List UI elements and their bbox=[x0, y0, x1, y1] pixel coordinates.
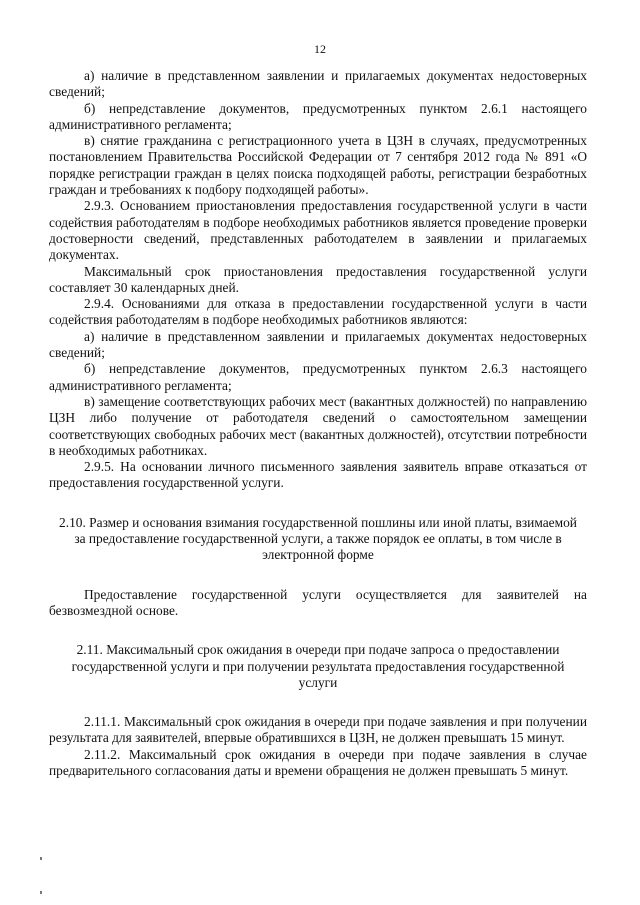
section-heading-2-10: 2.10. Размер и основания взимания государственной пошлины или иной платы, взимаемой за предоставление государственной услуги, а также порядок ее оплаты, в том числе в электронной форме bbox=[59, 514, 577, 563]
paragraph-2-9-2-c: в) снятие гражданина с регистрационного учета в ЦЗН в случаях, предусмотренных постановлением Правительства Российской Федерации от 7 сентября 2012 года № 891 «О порядке регистрации граждан в целях поиска подходящей работы, регистрации безработных граждан и требованиях к подбору подходящей работы». bbox=[49, 133, 587, 198]
scan-artifact bbox=[40, 857, 42, 860]
page-number: 12 bbox=[314, 42, 326, 56]
section-spacer bbox=[49, 619, 587, 642]
paragraph-free-of-charge: Предоставление государственной услуги осуществляется для заявителей на безвозмездной основе. bbox=[49, 586, 587, 618]
paragraph-2-11-1: 2.11.1. Максимальный срок ожидания в очереди при подаче заявления и при получении результата для заявителей, впервые обратившихся в ЦЗН, не должен превышать 15 минут. bbox=[49, 714, 587, 746]
paragraph-2-9-4-a: а) наличие в представленном заявлении и прилагаемых документах недостоверных сведений; bbox=[49, 328, 587, 361]
section-spacer bbox=[49, 492, 587, 515]
section-spacer bbox=[49, 691, 587, 714]
paragraph-2-9-4-c: в) замещение соответствующих рабочих мест (вакантных должностей) по направлению ЦЗН либо получение от работодателя сведений о самостоятельном замещении соответствующих свободных рабочих мест (вакантных должностей), отсутствии потребности в необходимых работниках. bbox=[49, 393, 587, 458]
paragraph-2-9-4-b: б) непредставление документов, предусмотренных пунктом 2.6.3 настоящего административного регламента; bbox=[49, 361, 587, 393]
paragraph-2-9-5: 2.9.5. На основании личного письменного заявления заявитель вправе отказаться от предоставления государственной услуги. bbox=[49, 459, 587, 491]
paragraph-2-9-4: 2.9.4. Основаниями для отказа в предоставлении государственной услуги в части содействия работодателям в подборе необходимых работников являются: bbox=[49, 296, 587, 328]
paragraph-2-9-2-a: а) наличие в представленном заявлении и прилагаемых документах недостоверных сведений; bbox=[49, 68, 587, 100]
paragraph-suspension-term: Максимальный срок приостановления предоставления государственной услуги составляет 30 календарных дней. bbox=[49, 263, 587, 295]
paragraph-2-9-2-b: б) непредставление документов, предусмотренных пунктом 2.6.1 настоящего административного регламента; bbox=[49, 100, 587, 132]
scan-artifact bbox=[40, 891, 42, 894]
section-heading-2-11: 2.11. Максимальный срок ожидания в очереди при подаче запроса о предоставлении государственной услуги и при получении результата предоставления государственной услуги bbox=[71, 642, 565, 690]
section-spacer bbox=[49, 564, 587, 587]
paragraph-2-9-3: 2.9.3. Основанием приостановления предоставления государственной услуги в части содействия работодателям в подборе необходимых работников является проведение проверки достоверности сведений, представленных работодателем в заявлении и прилагаемых документах. bbox=[49, 198, 587, 263]
paragraph-2-11-2: 2.11.2. Максимальный срок ожидания в очереди при подаче заявления в случае предварительного согласования даты и времени обращения не должен превышать 5 минут. bbox=[49, 746, 587, 778]
document-body bbox=[49, 68, 587, 779]
